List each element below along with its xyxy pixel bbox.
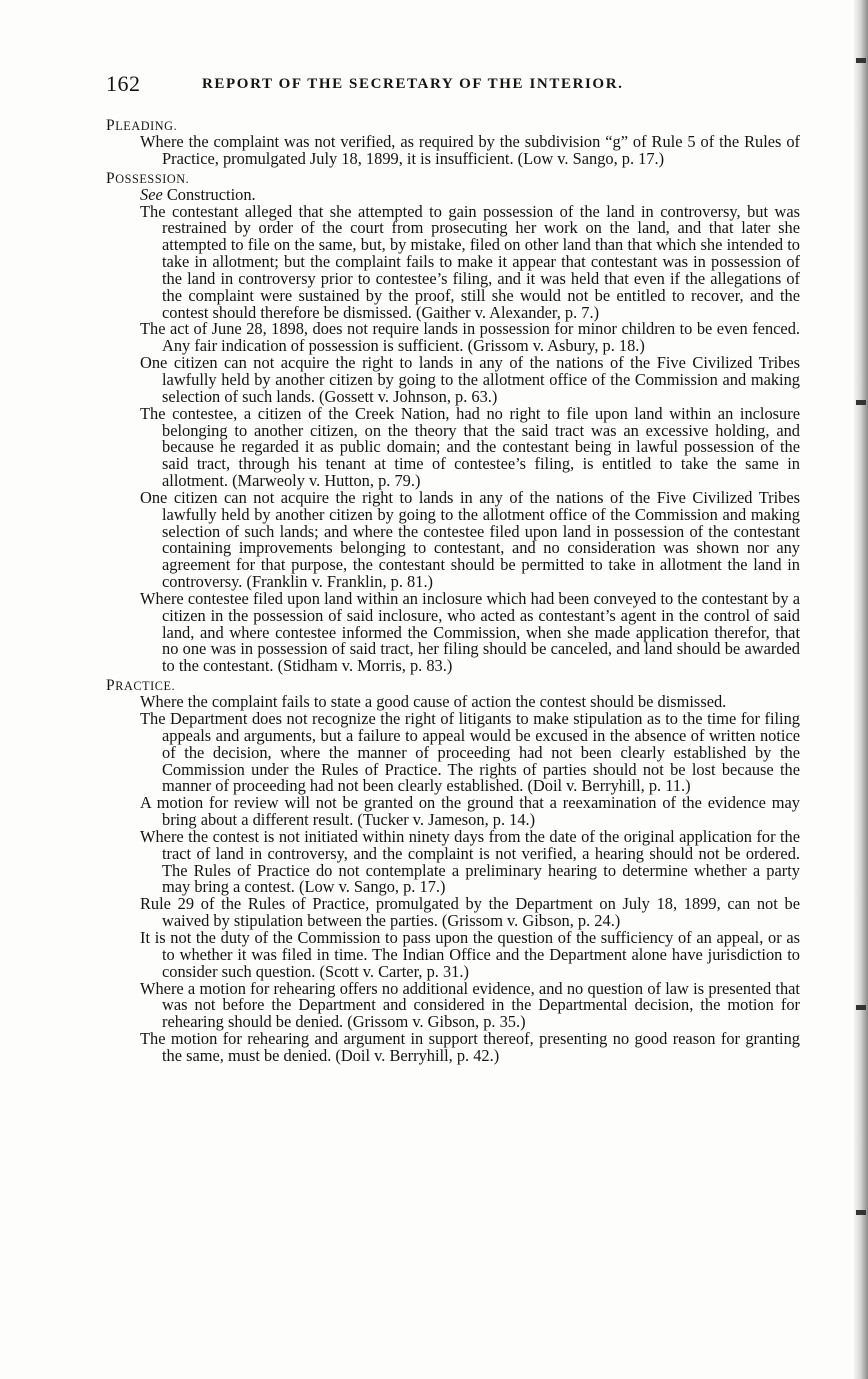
- possession-entry: The act of June 28, 1898, does not require lands in possession for minor children to be even fenced. Any fair indication of possession is sufficient. (Grissom v. Asbury, p. 18.): [140, 319, 800, 356]
- section-heading-possession: POSSESSION.: [106, 169, 190, 187]
- see-label: See: [140, 184, 163, 204]
- possession-entry: Where contestee filed upon land within an inclosure which had been conveyed to the contestant by a citizen in the possession of said inclosure, who acted as contestant’s agent in the control of said land, and where contestee informed the Commission, when she made application therefor, that no one was in possession of said tract, her filing should be canceled, and land should be awarded to the contestant. (Stidham v. Morris, p. 83.): [140, 588, 800, 676]
- page-body: [106, 115, 800, 1065]
- practice-entry: The motion for rehearing and argument in support thereof, presenting no good reason for granting the same, must be denied. (Doil v. Berryhill, p. 42.): [140, 1029, 800, 1065]
- possession-entry: The contestant alleged that she attempted to gain possession of the land in controversy, but was restrained by order of the court from prosecuting her work on the land, and that later she attempted to file on the same, but, by mistake, filed on other land than that which she intended to take in allotment; but the complaint fails to make it appear that contestant was in possession of the land in controversy prior to contestee’s filing, and it was held that even if the allegations of the complaint were sustained by the proof, still she would not be entitled to recover, and the contest should therefore be dismissed. (Gaither v. Alexander, p. 7.): [140, 201, 800, 322]
- edge-mark: [856, 58, 866, 63]
- edge-mark: [856, 1005, 866, 1010]
- pleading-entry: Where the complaint was not verified, as required by the subdivision “g” of Rule 5 of the Rules of Practice, promulgated July 18, 1899, it is insufficient. (Low v. Sango, p. 17.): [140, 132, 800, 168]
- edge-mark: [856, 400, 866, 405]
- practice-entry: Rule 29 of the Rules of Practice, promulgated by the Department on July 18, 1899, can not be waived by stipulation between the parties. (Grissom v. Gibson, p. 24.): [140, 894, 800, 931]
- edge-mark: [856, 1210, 866, 1215]
- see-target: Construction.: [162, 184, 256, 204]
- practice-entry: Where a motion for rehearing offers no additional evidence, and no question of law is presented that was not before the Department and considered in the Departmental decision, the motion for rehearing should be denied. (Grissom v. Gibson, p. 35.): [140, 978, 800, 1032]
- page-header: [106, 71, 796, 101]
- practice-entry: It is not the duty of the Commission to pass upon the question of the sufficiency of an appeal, or as to whether it was filed in time. The Indian Office and the Department alone have jurisdiction to consider such question. (Scott v. Carter, p. 31.): [140, 927, 800, 981]
- section-heading-practice: PRACTICE.: [106, 677, 176, 695]
- possession-entry: One citizen can not acquire the right to lands in any of the nations of the Five Civilized Tribes lawfully held by another citizen by going to the allotment office of the Commission and making selection of such lands; and where the contestee filed upon land in possession of the contestant containing improvements belonging to contestant, and no consideration was shown nor any agreement for that purpose, the contestant should be permitted to take in allotment the land in controversy. (Franklin v. Franklin, p. 81.): [140, 487, 800, 592]
- practice-entry: The Department does not recognize the right of litigants to make stipulation as to the time for filing appeals and arguments, but a failure to appeal would be excused in the absence of written notice of the decision, where the manner of proceeding had not been clearly established by the Commission under the Rules of Practice. The rights of parties should not be lost because the manner of proceeding had not been clearly established. (Doil v. Berryhill, p. 11.): [140, 709, 800, 796]
- practice-entry: Where the contest is not initiated within ninety days from the date of the original application for the tract of land in controversy, and the complaint is not verified, a hearing should not be ordered. The Rules of Practice do not contemplate a preliminary hearing to determine whether a party may bring a contest. (Low v. Sango, p. 17.): [140, 826, 800, 897]
- running-title: REPORT OF THE SECRETARY OF THE INTERIOR.: [202, 76, 624, 92]
- page-edge-shadow: [854, 0, 868, 1379]
- see-also-reference: [140, 184, 796, 204]
- practice-entry: A motion for review will not be granted on the ground that a reexamination of the evidence may bring about a different result. (Tucker v. Jameson, p. 14.): [140, 793, 800, 830]
- practice-entry: Where the complaint fails to state a good cause of action the contest should be dismissed.: [140, 692, 727, 712]
- section-heading-pleading: PLEADING.: [106, 117, 178, 134]
- page-number: 162: [106, 71, 141, 96]
- possession-entry: The contestee, a citizen of the Creek Nation, had no right to file upon land within an inclosure belonging to another citizen, on the theory that the said tract was an excessive holding, and because he regarded it as public domain; and the contestant being in lawful possession of the said tract, through his tenant at time of contestee’s filing, is entitled to take the same in allotment. (Marweoly v. Hutton, p. 79.): [140, 403, 800, 491]
- possession-entry: One citizen can not acquire the right to lands in any of the nations of the Five Civilized Tribes lawfully held by another citizen by going to the allotment office of the Commission and making selection of such lands. (Gossett v. Johnson, p. 63.): [140, 353, 800, 406]
